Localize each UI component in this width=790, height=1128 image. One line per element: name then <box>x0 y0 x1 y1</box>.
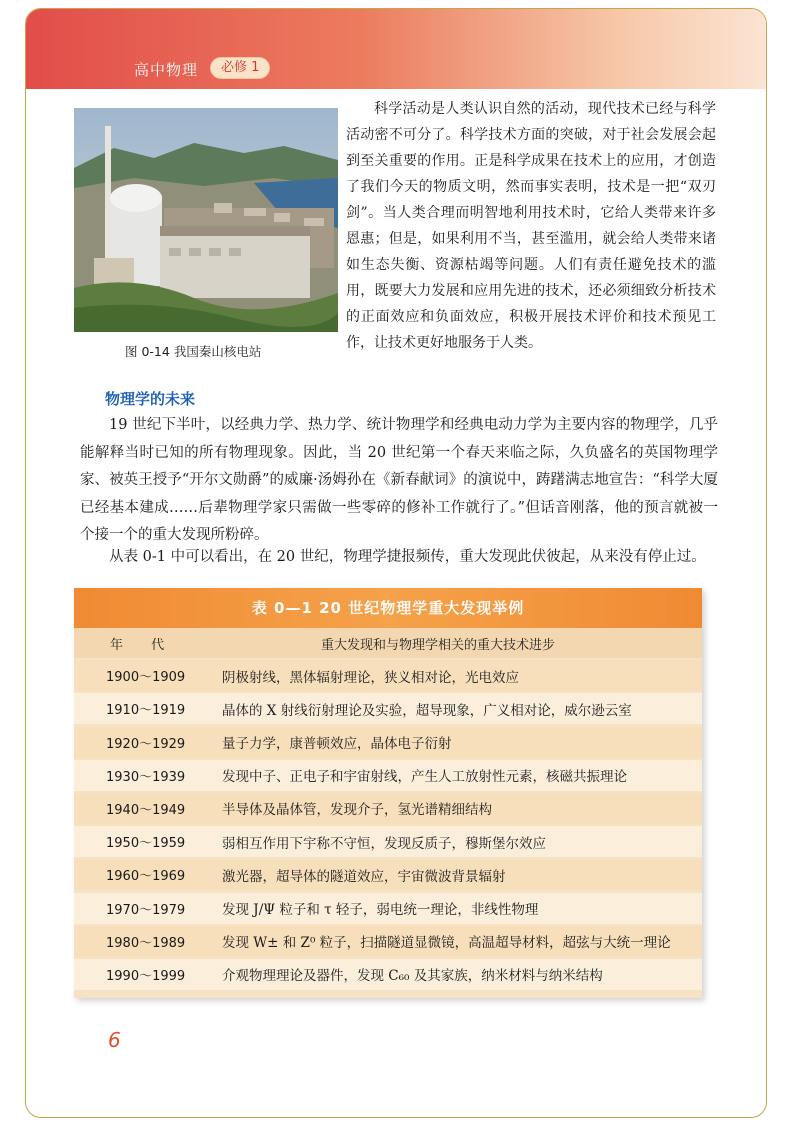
row-year: 1920～1929 <box>106 736 186 752</box>
section-heading: 物理学的未来 <box>105 390 196 408</box>
row-desc: 激光器，超导体的隧道效应，宇宙微波背景辐射 <box>222 868 506 885</box>
row-year: 1940～1949 <box>106 802 186 818</box>
page-number: 6 <box>108 1028 121 1052</box>
body-paragraph-2: 从表 0-1 中可以看出，在 20 世纪，物理学捷报频传，重大发现此伏彼起，从来没有停止过。 <box>109 549 706 565</box>
column-header-year: 年 代 <box>110 637 177 653</box>
column-header-desc: 重大发现和与物理学相关的重大技术进步 <box>320 637 555 653</box>
row-year: 1930～1939 <box>106 769 186 785</box>
row-year: 1950～1959 <box>106 836 186 852</box>
table-row <box>74 959 702 990</box>
row-desc: 发现 J/Ψ 粒子和 τ 轻子，弱电统一理论，非线性物理 <box>222 902 539 918</box>
nuclear-plant-photo <box>74 108 338 332</box>
table-row <box>74 826 702 857</box>
row-desc: 介观物理理论及器件，发现 C₆₀ 及其家族，纳米材料与纳米结构 <box>222 968 603 985</box>
discoveries-table <box>74 588 702 998</box>
row-desc: 弱相互作用下宇称不守恒，发现反质子，穆斯堡尔效应 <box>222 835 546 852</box>
table-row <box>74 760 702 791</box>
row-year: 1980～1989 <box>106 935 186 951</box>
row-desc: 半导体及晶体管，发现介子，氢光谱精细结构 <box>222 802 492 819</box>
table-row <box>74 926 702 957</box>
row-desc: 发现中子、正电子和宇宙射线，产生人工放射性元素，核磁共振理论 <box>222 769 627 786</box>
body-paragraph-1: 19 世纪下半叶，以经典力学、热力学、统计物理学和经典电动力学为主要内容的物理学，几乎能解释当时已知的所有物理现象。因此，当 20 世纪第一个春天来临之际，久负盛名的英国物理学家、被英王授予“开尔文勋爵”的威廉·汤姆孙在《新春献词》的演说中，踌躇满志地宣告：“科学大厦已经基本建成……后辈物理学家只需做一些零碎的修补工作就行了。”但话音刚落，他的预言就被一个接一个的重大发现所粉碎。 <box>80 417 718 543</box>
volume-badge: 必修 1 <box>210 57 270 79</box>
table-row <box>74 660 702 691</box>
table-row <box>74 793 702 824</box>
row-desc: 晶体的 X 射线衍射理论及实验，超导现象，广义相对论，威尔逊云室 <box>222 702 632 719</box>
table-row <box>74 859 702 890</box>
row-year: 1960～1969 <box>106 869 186 885</box>
row-year: 1900～1909 <box>106 670 186 686</box>
row-year: 1970～1979 <box>106 902 186 918</box>
table-row <box>74 727 702 758</box>
row-year: 1990～1999 <box>106 968 186 984</box>
row-desc: 阴极射线，黑体辐射理论，狭义相对论，光电效应 <box>222 669 519 686</box>
row-desc: 量子力学，康普顿效应，晶体电子衍射 <box>222 736 452 753</box>
row-year: 1910～1919 <box>106 703 186 719</box>
header-band <box>26 9 766 89</box>
table-row <box>74 693 702 724</box>
table-title: 表 0—1 20 世纪物理学重大发现举例 <box>74 588 702 628</box>
row-desc: 发现 W± 和 Z⁰ 粒子，扫描隧道显微镜，高温超导材料，超弦与大统一理论 <box>222 935 671 952</box>
intro-paragraph: 科学活动是人类认识自然的活动，现代技术已经与科学活动密不可分了。科学技术方面的突破，对于社会发展会起到至关重要的作用。正是科学成果在技术上的应用，才创造了我们今天的物质文明，然而事实表明，技术是一把“双刃剑”。当人类合理而明智地利用技术时，它给人类带来许多恩惠；但是，如果利用不当，甚至滥用，就会给人类带来诸如生态失衡、资源枯竭等问题。人们有责任避免技术的滥用，既要大力发展和应用先进的技术，还必须细致分析技术的正面效应和负面效应，积极开展技术评价和技术预见工作，让技术更好地服务于人类。 <box>346 101 716 351</box>
table-row <box>74 893 702 924</box>
figure-caption: 图 0-14 我国秦山核电站 <box>125 344 262 359</box>
table-header-row <box>74 628 702 658</box>
book-title: 高中物理 <box>134 61 199 79</box>
